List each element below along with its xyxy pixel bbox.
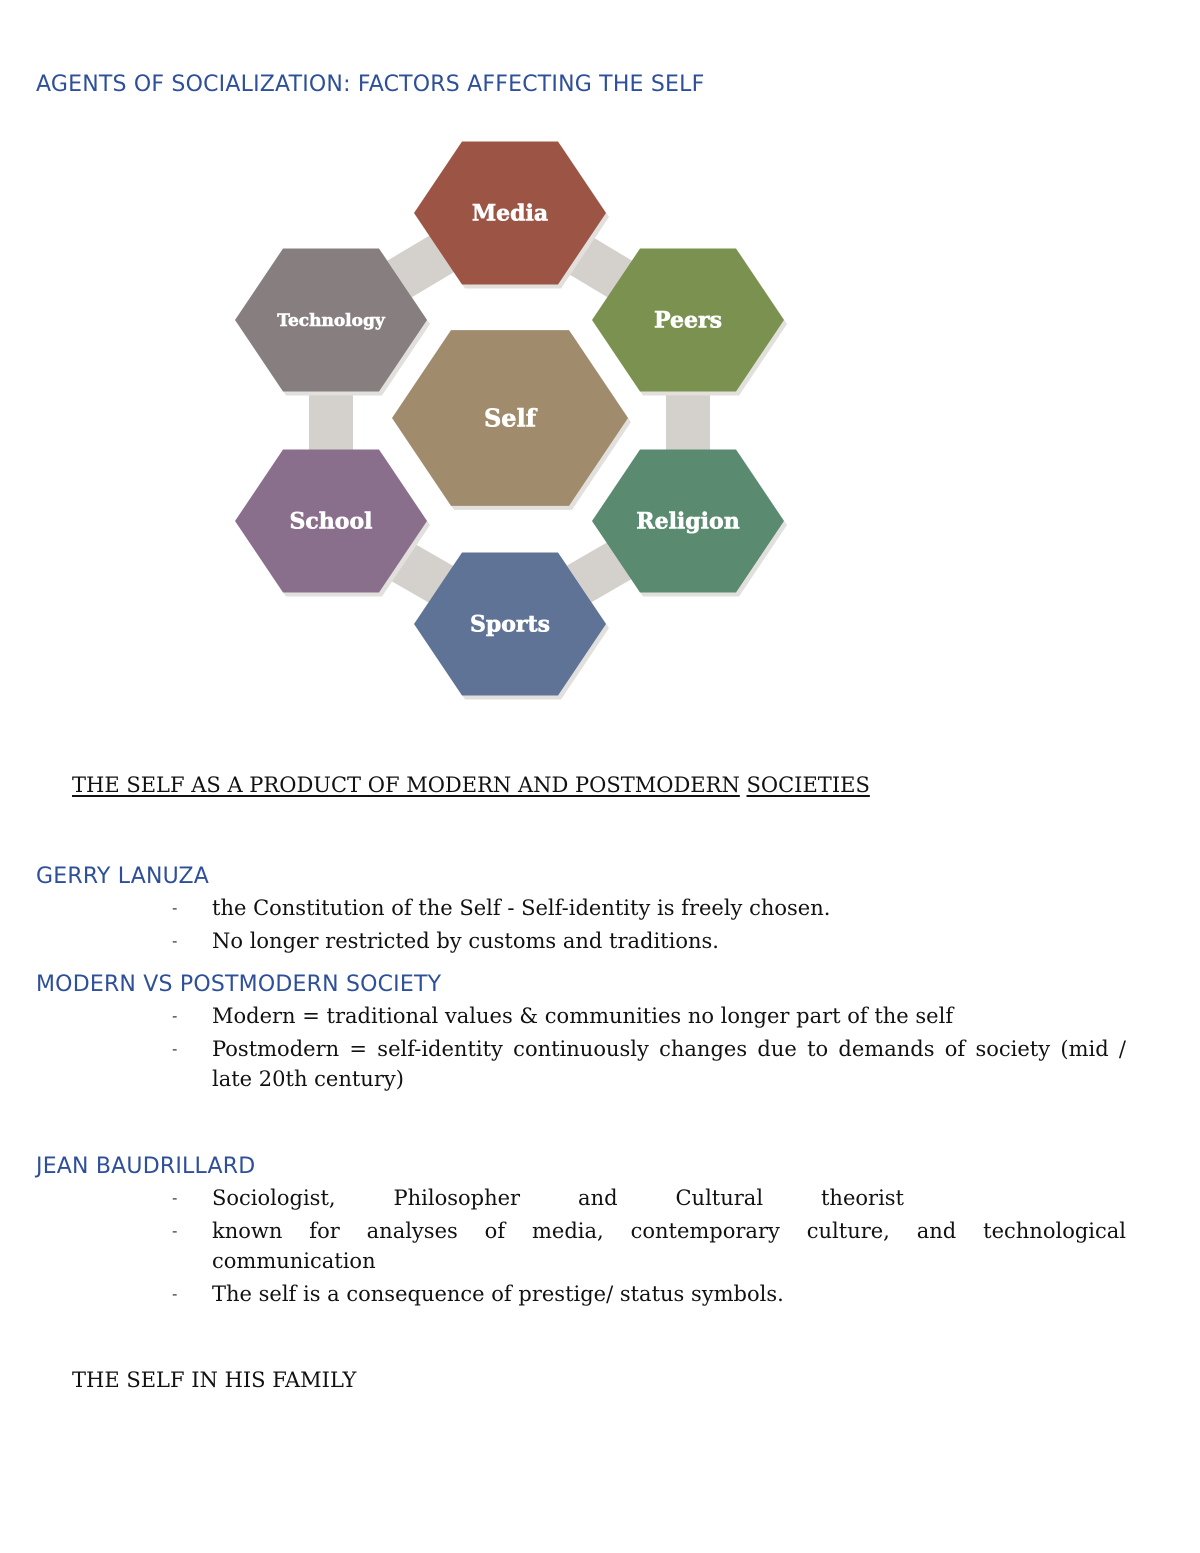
gerry-lanuza-list <box>172 893 1126 959</box>
modern-vs-postmodern-list <box>172 1001 1126 1097</box>
bullet-dash: - <box>172 1285 178 1303</box>
list-item-text: the Constitution of the Self - Self-identity is freely chosen. <box>212 896 831 920</box>
bullet-dash: - <box>172 1040 178 1058</box>
list-item-text: Sociologist, Philosopher and Cultural theorist <box>212 1186 904 1210</box>
bullet-dash: - <box>172 1189 178 1207</box>
socialization-agents-diagram <box>228 128 788 718</box>
list-item-text: Postmodern = self-identity continuously changes due to demands of society (mid / late 20th century) <box>212 1037 1126 1091</box>
bullet-dash: - <box>172 1007 178 1025</box>
hex-label-sports: Sports <box>469 611 551 638</box>
list-item-text: known for analyses of media, contemporary culture, and technological communication <box>212 1219 1126 1273</box>
hex-label-school: School <box>289 508 373 535</box>
jean-baudrillard-heading: JEAN BAUDRILLARD <box>36 1154 256 1179</box>
section-title-modern-postmodern <box>72 773 870 797</box>
jean-baudrillard-list <box>172 1183 1126 1312</box>
list-item <box>172 1279 1126 1309</box>
hex-self <box>392 330 631 510</box>
hex-label-technology: Technology <box>277 310 385 331</box>
hex-label-self: Self <box>483 403 537 433</box>
list-item <box>172 1034 1126 1094</box>
bullet-dash: - <box>172 932 178 950</box>
list-item <box>172 1183 1126 1213</box>
list-item <box>172 926 1126 956</box>
page-title: AGENTS OF SOCIALIZATION: FACTORS AFFECTING THE SELF <box>36 72 705 97</box>
list-item <box>172 1216 1126 1276</box>
hexagon-diagram <box>228 128 788 718</box>
modern-vs-postmodern-heading: MODERN VS POSTMODERN SOCIETY <box>36 972 442 997</box>
list-item <box>172 1001 1126 1031</box>
section-title-part1: THE SELF AS A PRODUCT OF MODERN AND POSTMODERN <box>72 773 740 797</box>
hex-label-media: Media <box>471 200 549 227</box>
hex-label-religion: Religion <box>636 508 740 535</box>
bullet-dash: - <box>172 899 178 917</box>
gerry-lanuza-heading: GERRY LANUZA <box>36 864 210 889</box>
bullet-dash: - <box>172 1222 178 1240</box>
hex-label-peers: Peers <box>654 307 722 334</box>
list-item-text: Modern = traditional values & communities no longer part of the self <box>212 1004 954 1028</box>
list-item-text: No longer restricted by customs and traditions. <box>212 929 719 953</box>
list-item <box>172 893 1126 923</box>
section-title-family: THE SELF IN HIS FAMILY <box>72 1368 357 1392</box>
section-title-part2: SOCIETIES <box>746 773 870 797</box>
list-item-text: The self is a consequence of prestige/ status symbols. <box>212 1282 784 1306</box>
